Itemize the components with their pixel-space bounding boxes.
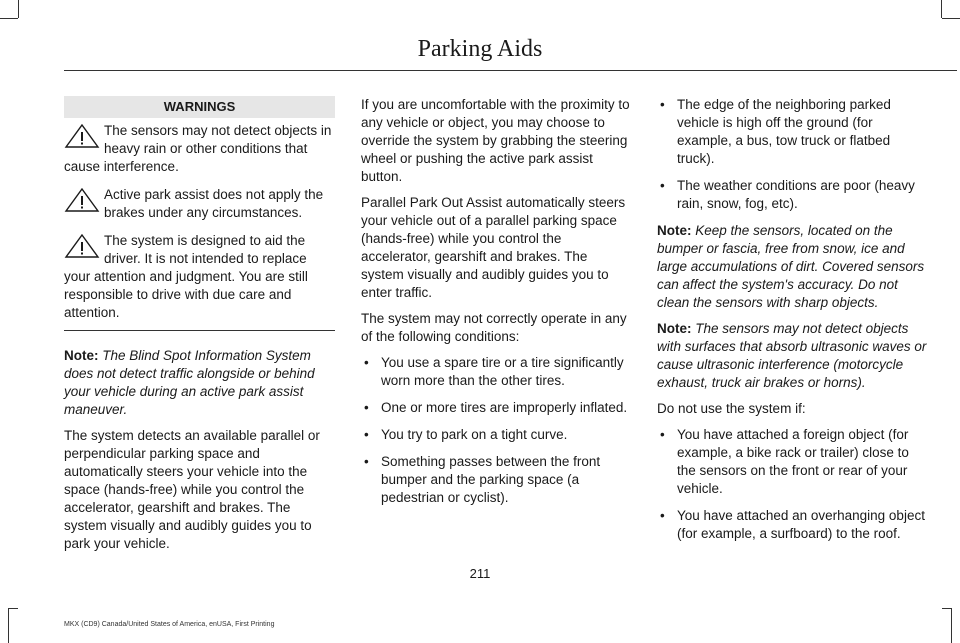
bullet-icon: • bbox=[364, 400, 369, 415]
body-paragraph: Do not use the system if: bbox=[657, 401, 806, 416]
list-item: • The edge of the neighboring parked vehicle is high off the ground (for example, a bus, tow truck or flatbed truck). bbox=[660, 97, 891, 166]
list-item: • You have attached an overhanging object (for example, a surfboard) to the roof. bbox=[660, 508, 925, 541]
page-number: 211 bbox=[469, 566, 491, 581]
note-label: Note: bbox=[657, 321, 692, 336]
middle-column bbox=[361, 96, 631, 516]
note-text: The sensors may not detect objects with surfaces that absorb ultrasonic waves or cause ultrasonic interference (motorcycle exhaust, truck air brakes or horns). bbox=[657, 321, 927, 390]
left-column bbox=[64, 96, 335, 561]
bullet-icon: • bbox=[660, 508, 665, 523]
warning-text: Active park assist does not apply the brakes under any circumstances. bbox=[104, 187, 324, 220]
conditions-list-continued bbox=[657, 96, 927, 213]
bullet-icon: • bbox=[660, 178, 665, 193]
do-not-use-list bbox=[657, 426, 927, 543]
warning-text: The sensors may not detect objects in heavy rain or other conditions that cause interference. bbox=[64, 123, 332, 174]
warning-item bbox=[64, 232, 335, 322]
bullet-icon: • bbox=[364, 355, 369, 370]
warning-item bbox=[64, 122, 335, 176]
body-paragraph: If you are uncomfortable with the proximity to any vehicle or object, you may choose to override the system by grabbing the steering wheel or pushing the active park assist button. bbox=[361, 97, 630, 184]
bullet-icon: • bbox=[660, 427, 665, 442]
warning-triangle-icon bbox=[64, 234, 100, 258]
body-paragraph: Parallel Park Out Assist automatically steers your vehicle out of a parallel parking space (hands-free) while you control the accelerator, gearshift and brakes. The system visually and audibly guides you to enter traffic. bbox=[361, 195, 626, 300]
note bbox=[657, 320, 927, 392]
note-label: Note: bbox=[657, 223, 692, 238]
crop-mark bbox=[951, 609, 952, 643]
note bbox=[64, 347, 335, 419]
crop-mark bbox=[941, 0, 942, 18]
body-paragraph: The system may not correctly operate in any of the following conditions: bbox=[361, 311, 627, 344]
crop-mark bbox=[18, 0, 19, 18]
note-label: Note: bbox=[64, 348, 99, 363]
warning-item bbox=[64, 186, 335, 222]
list-item: • You use a spare tire or a tire significantly worn more than the other tires. bbox=[364, 355, 624, 388]
conditions-list bbox=[361, 354, 631, 507]
header-divider bbox=[64, 70, 957, 71]
body-paragraph: The system detects an available parallel or perpendicular parking space and automatically steers your vehicle into the space (hands-free) while you control the accelerator, gearshift and brakes. The system visually and audibly guides you to park your vehicle. bbox=[64, 428, 320, 551]
crop-mark bbox=[8, 608, 18, 609]
page-title: Parking Aids bbox=[417, 36, 543, 62]
list-item: • Something passes between the front bumper and the parking space (a pedestrian or cyclist). bbox=[364, 454, 601, 505]
note bbox=[657, 222, 927, 312]
crop-mark bbox=[0, 18, 18, 19]
warning-text: The system is designed to aid the driver. It is not intended to replace your attention and judgment. You are still responsible to drive with due care and attention. bbox=[64, 233, 308, 320]
list-item: • You have attached a foreign object (for example, a bike rack or trailer) close to the sensors on the front or rear of your vehicle. bbox=[660, 427, 909, 496]
list-item: • One or more tires are improperly inflated. bbox=[364, 400, 628, 415]
right-column bbox=[657, 96, 927, 552]
bullet-icon: • bbox=[364, 454, 369, 469]
warnings-heading: WARNINGS bbox=[64, 96, 335, 118]
bullet-icon: • bbox=[660, 97, 665, 112]
note-text: The Blind Spot Information System does not detect traffic alongside or behind your vehicle during an active park assist maneuver. bbox=[64, 348, 315, 417]
warning-triangle-icon bbox=[64, 188, 100, 212]
footer-printing-info: MKX (CD9) Canada/United States of America, enUSA, First Printing bbox=[64, 621, 275, 628]
crop-mark bbox=[942, 18, 960, 19]
list-item: • You try to park on a tight curve. bbox=[364, 427, 568, 442]
list-item: • The weather conditions are poor (heavy rain, snow, fog, etc). bbox=[660, 178, 915, 211]
warning-triangle-icon bbox=[64, 124, 100, 148]
crop-mark bbox=[8, 609, 9, 643]
note-text: Keep the sensors, located on the bumper or fascia, free from snow, ice and large accumulations of dirt. Covered sensors can affect the system's accuracy. Do not clean the sensors with sharp objects. bbox=[657, 223, 925, 310]
crop-mark bbox=[942, 608, 952, 609]
bullet-icon: • bbox=[364, 427, 369, 442]
warnings-divider bbox=[64, 330, 335, 331]
